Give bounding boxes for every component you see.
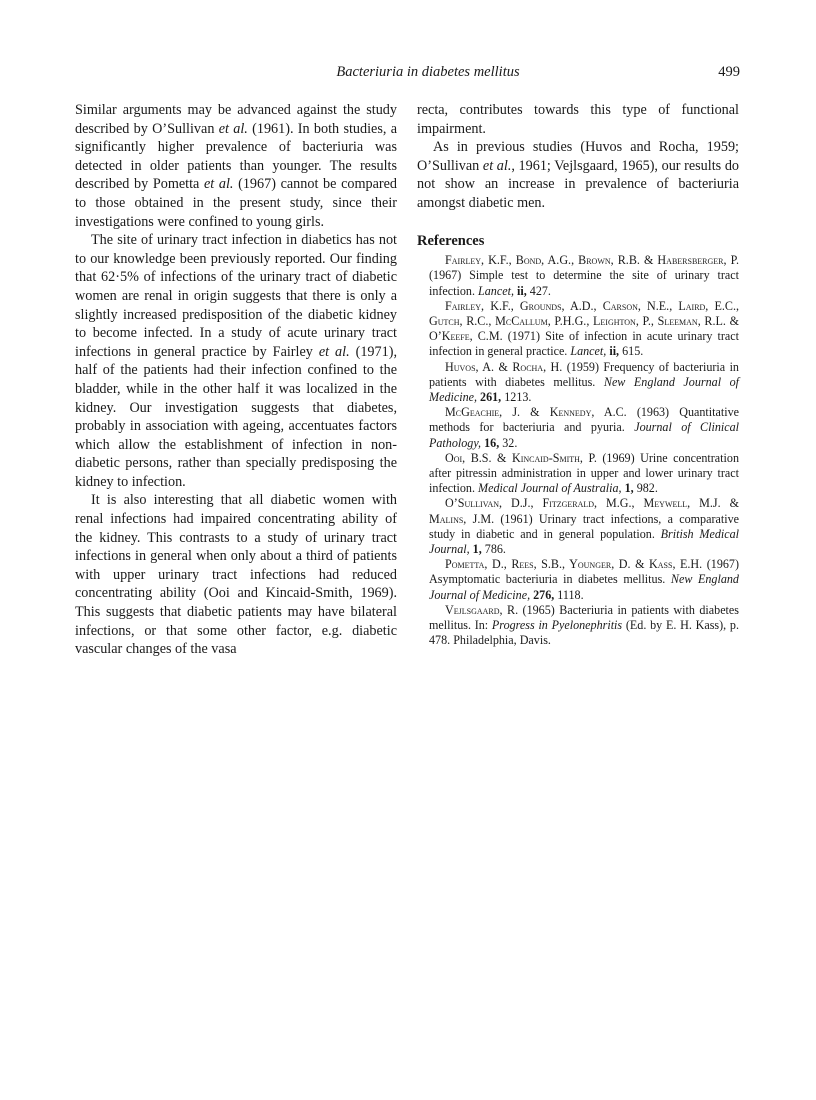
paragraph-3: It is also interesting that all diabetic women with renal infections had impaired concentrating ability of the kidney. This contrasts to a study of urinary tract infections in general when only about a third of patients with upper urinary tract infections had reduced concentrating ability (Ooi and Kincaid-Smith, 1969). This suggests that diabetic patients may have bilateral infections, or that some other factor, e.g. diabetic vascular changes of the vasa <box>75 492 397 658</box>
reference-volume: 1, <box>469 542 482 557</box>
reference-volume: 276, <box>530 587 555 602</box>
reference-authors: Fairley, K.F., Bond, A.G., Brown, R.B. & Habersberger, P. <box>445 253 739 268</box>
text-run-italic: et al. <box>318 343 350 360</box>
text-run: (1971), half of the patients had their infection confined to the bladder, while in the other half it was localized in the kidney. Our investigation suggests that diabetes, probably in association with ageing, accentuates factors which allow the establishment of infection in non-diabetic persons, rather than specially predisposing the kidney to infection. <box>75 343 397 490</box>
reference-authors: Fairley, K.F., Grounds, A.D., Carson, N.E., Laird, E.C., Gutch, R.C., McCallum, P.H.G., Leighton, P., Sleeman, R.L. & O’Keefe, C.M. <box>429 298 739 344</box>
reference-pages: 427. <box>526 283 551 298</box>
reference-authors: Pometta, D., Rees, S.B., Younger, D. & Kass, E.H. <box>445 557 703 572</box>
text-run: (1961). In both studies, a significantly higher prevalence of bacteriuria was detected in older patients than younger. The results described by Pometta <box>75 120 398 193</box>
reference-title: (1967) Simple test to determine the site of urinary tract infection. <box>429 268 739 298</box>
reference-journal: British Medical Journal, <box>429 526 739 557</box>
reference-journal: Journal of Clinical Pathology, <box>429 420 740 450</box>
reference-item <box>417 557 739 603</box>
running-title: Bacteriuria in diabetes mellitus <box>336 64 520 80</box>
reference-authors: Ooi, B.S. & Kincaid-Smith, P. <box>445 450 597 465</box>
text-run: , 1961; Vejlsgaard, 1965), our results do not show an increase in prevalence of bacteriuria amongst diabetic men. <box>417 157 740 211</box>
reference-title: (1963) Quantitative methods for bacteriuria and pyuria. <box>429 405 739 435</box>
reference-item <box>417 299 739 360</box>
reference-pages: 32. <box>499 435 518 450</box>
reference-title: (1959) Frequency of bacteriuria in patients with diabetes mellitus. <box>429 359 739 389</box>
reference-pages: 1213. <box>501 389 532 404</box>
reference-title: (1971) Site of infection in acute urinary tract infection in general practice. <box>429 329 739 359</box>
reference-journal: Lancet, <box>478 283 514 298</box>
left-column <box>75 101 397 659</box>
text-run: The site of urinary tract infection in diabetics has not to our knowledge been previously reported. Our finding that 62·5% of infections of the urinary tract of diabetic women are renal in origin suggests that there is only a slightly increased predisposition of the diabetic kidney to become infected. In a study of acute urinary tract infections in general practice by Fairley <box>75 232 397 360</box>
text-run-italic: et al. <box>218 120 248 137</box>
paragraph-continued: recta, contributes towards this type of functional impairment. <box>417 102 739 137</box>
reference-title: (1961) Urinary tract infections, a comparative study in diabetic and in general population. <box>429 511 739 541</box>
reference-volume: 1, <box>621 481 634 496</box>
reference-authors: McGeachie, J. & Kennedy, A.C. <box>445 405 627 420</box>
reference-item <box>417 603 739 649</box>
paragraph-conclusion <box>417 138 739 212</box>
text-run: Similar arguments may be advanced against the study described by O’Sullivan <box>75 102 397 137</box>
reference-title: (1965) Bacteriuria in patients with diabetes mellitus. In: <box>429 602 739 633</box>
references-list <box>417 253 739 648</box>
reference-title: (1969) Urine concentration after pitressin administration in upper and lower urinary tract infection. <box>429 450 739 496</box>
reference-volume: ii, <box>513 283 527 298</box>
reference-journal: Medical Journal of Australia, <box>478 481 622 496</box>
reference-item <box>417 451 739 497</box>
reference-authors: Vejlsgaard, R. <box>445 602 519 617</box>
page-number: 499 <box>718 64 740 80</box>
reference-journal: Progress in Pyelonephritis <box>491 618 623 633</box>
reference-pages: (Ed. by E. H. Kass), p. 478. Philadelphia, Davis. <box>429 618 739 648</box>
reference-pages: 615. <box>619 344 644 359</box>
reference-item <box>417 405 739 451</box>
reference-volume: 261, <box>477 389 502 404</box>
text-run-italic: et al. <box>482 157 512 174</box>
text-run: As in previous studies (Huvos and Rocha, 1959; O’Sullivan <box>417 139 739 174</box>
reference-volume: ii, <box>606 344 620 359</box>
reference-title: (1967) Asymptomatic bacteriuria in diabetes mellitus. <box>429 557 739 587</box>
reference-volume: 16, <box>481 435 500 450</box>
reference-journal: New England Journal of Medicine, <box>429 374 739 404</box>
reference-authors: Huvos, A. & Rocha, H. <box>445 359 563 374</box>
reference-item <box>417 496 739 557</box>
text-run: (1967) cannot be compared to those obtained in the present study, since their investigations were confined to young girls. <box>75 176 397 230</box>
reference-journal: New England Journal of Medicine, <box>429 572 739 602</box>
references-heading: References <box>417 232 485 249</box>
reference-pages: 786. <box>481 542 506 557</box>
reference-item <box>417 360 739 406</box>
paragraph-1 <box>75 101 397 231</box>
paragraph-2 <box>75 231 397 491</box>
reference-journal: Lancet, <box>570 344 607 359</box>
reference-authors: O’Sullivan, D.J., Fitzgerald, M.G., Meywell, M.J. & Malins, J.M. <box>429 496 739 526</box>
reference-pages: 982. <box>633 481 658 496</box>
reference-pages: 1118. <box>554 587 584 602</box>
reference-item <box>417 253 739 299</box>
text-run-italic: et al. <box>203 176 234 193</box>
right-column <box>417 101 739 648</box>
